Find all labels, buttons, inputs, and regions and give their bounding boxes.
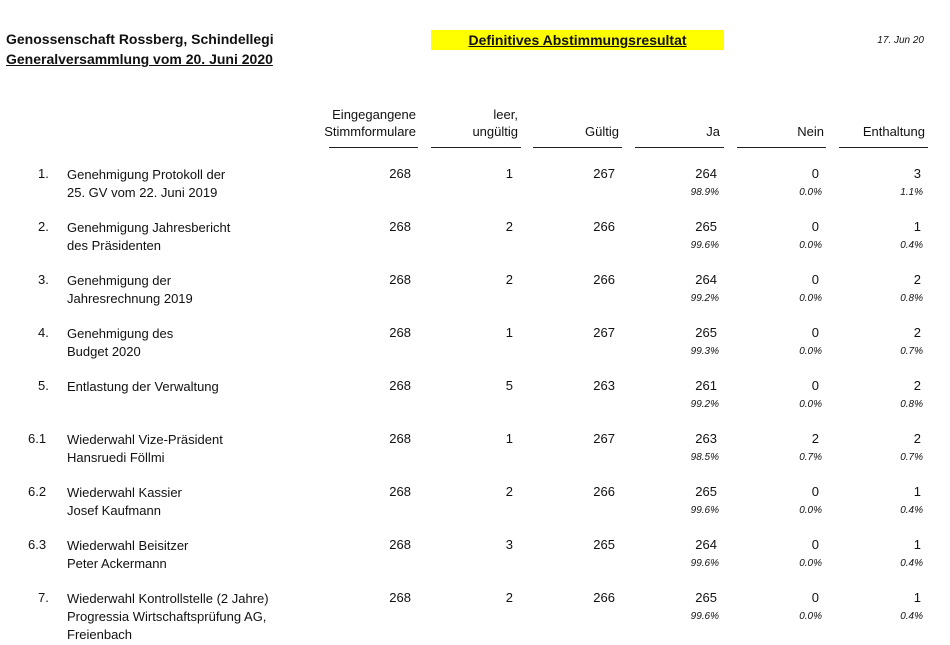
no-count: 0 <box>811 272 819 287</box>
item-number: 4. <box>38 325 49 340</box>
no-percent: 0.0% <box>799 346 822 357</box>
abstain-percent: 1.1% <box>900 187 923 198</box>
item-description-line2: Peter Ackermann <box>67 556 167 571</box>
item-description-line1: Genehmigung der <box>67 273 172 288</box>
yes-percent: 99.6% <box>690 611 719 622</box>
item-description-line3: Freienbach <box>67 627 133 642</box>
no-percent: 0.0% <box>799 240 822 251</box>
abstain-count: 1 <box>913 590 921 605</box>
item-number: 1. <box>38 166 49 181</box>
header-underline-received <box>329 147 418 148</box>
no-percent: 0.0% <box>799 611 822 622</box>
valid-count: 267 <box>593 166 615 181</box>
col-header-no: Nein <box>797 124 824 139</box>
valid-count: 267 <box>593 431 615 446</box>
abstain-count: 3 <box>913 166 921 181</box>
invalid-count: 5 <box>505 378 513 393</box>
yes-percent: 98.5% <box>690 452 719 463</box>
valid-count: 267 <box>593 325 615 340</box>
valid-count: 266 <box>593 219 615 234</box>
item-description-line2: Hansruedi Föllmi <box>67 450 165 465</box>
yes-count: 264 <box>695 272 717 287</box>
abstain-percent: 0.8% <box>900 293 923 304</box>
item-description <box>67 219 317 255</box>
no-percent: 0.0% <box>799 558 822 569</box>
item-description-line1: Wiederwahl Kontrollstelle (2 Jahre) <box>67 591 269 606</box>
no-count: 0 <box>811 378 819 393</box>
abstain-count: 1 <box>913 537 921 552</box>
abstain-count: 2 <box>913 272 921 287</box>
abstain-count: 2 <box>913 378 921 393</box>
abstain-count: 2 <box>913 431 921 446</box>
header-underline-invalid <box>431 147 521 148</box>
header-underline-no <box>737 147 826 148</box>
received-count: 268 <box>389 537 411 552</box>
organization-name: Genossenschaft Rossberg, Schindellegi <box>6 31 274 47</box>
received-count: 268 <box>389 590 411 605</box>
abstain-percent: 0.8% <box>900 399 923 410</box>
meeting-title: Generalversammlung vom 20. Juni 2020 <box>6 51 273 67</box>
yes-count: 265 <box>695 484 717 499</box>
no-percent: 0.0% <box>799 293 822 304</box>
yes-percent: 99.3% <box>690 346 719 357</box>
item-description-line2: Josef Kaufmann <box>67 503 161 518</box>
yes-count: 263 <box>695 431 717 446</box>
col-header-invalid: leer, ungültig <box>472 107 518 139</box>
abstain-percent: 0.4% <box>900 611 923 622</box>
no-count: 0 <box>811 325 819 340</box>
yes-percent: 99.2% <box>690 293 719 304</box>
no-percent: 0.7% <box>799 452 822 463</box>
yes-percent: 99.6% <box>690 505 719 516</box>
invalid-count: 2 <box>505 484 513 499</box>
valid-count: 266 <box>593 484 615 499</box>
yes-percent: 99.2% <box>690 399 719 410</box>
item-description-line1: Genehmigung des <box>67 326 174 341</box>
item-description-line1: Entlastung der Verwaltung <box>67 379 219 394</box>
no-count: 2 <box>811 431 819 446</box>
no-count: 0 <box>811 166 819 181</box>
item-description <box>67 325 317 361</box>
abstain-count: 1 <box>913 219 921 234</box>
item-number: 2. <box>38 219 49 234</box>
valid-count: 266 <box>593 272 615 287</box>
received-count: 268 <box>389 378 411 393</box>
item-number: 6.2 <box>28 484 47 499</box>
yes-count: 265 <box>695 219 717 234</box>
print-date: 17. Jun 20 <box>877 35 924 46</box>
document-title: Definitives Abstimmungsresultat <box>431 30 724 50</box>
item-description-line2: Jahresrechnung 2019 <box>67 291 193 306</box>
item-description-line2: Budget 2020 <box>67 344 141 359</box>
invalid-count: 2 <box>505 272 513 287</box>
col-header-abstain: Enthaltung <box>862 124 925 139</box>
received-count: 268 <box>389 166 411 181</box>
item-description-line1: Genehmigung Protokoll der <box>67 167 226 182</box>
item-number: 3. <box>38 272 49 287</box>
valid-count: 265 <box>593 537 615 552</box>
col-header-valid: Gültig <box>585 124 619 139</box>
item-number: 6.1 <box>28 431 47 446</box>
invalid-count: 2 <box>505 590 513 605</box>
no-percent: 0.0% <box>799 399 822 410</box>
header-underline-abstain <box>839 147 928 148</box>
col-header-received: Eingegangene Stimmformulare <box>324 107 416 139</box>
invalid-count: 1 <box>505 166 513 181</box>
abstain-percent: 0.4% <box>900 240 923 251</box>
item-description-line2: 25. GV vom 22. Juni 2019 <box>67 185 218 200</box>
yes-percent: 99.6% <box>690 240 719 251</box>
item-description-line2: Progressia Wirtschaftsprüfung AG, <box>67 609 267 624</box>
item-description-line1: Wiederwahl Kassier <box>67 485 182 500</box>
received-count: 268 <box>389 272 411 287</box>
yes-percent: 99.6% <box>690 558 719 569</box>
item-description-line1: Wiederwahl Vize-Präsident <box>67 432 223 447</box>
yes-count: 264 <box>695 166 717 181</box>
item-description <box>67 431 317 467</box>
valid-count: 266 <box>593 590 615 605</box>
item-description <box>67 590 317 644</box>
no-percent: 0.0% <box>799 187 822 198</box>
item-description <box>67 272 317 308</box>
invalid-count: 3 <box>505 537 513 552</box>
abstain-count: 2 <box>913 325 921 340</box>
yes-percent: 98.9% <box>690 187 719 198</box>
yes-count: 261 <box>695 378 717 393</box>
invalid-count: 1 <box>505 431 513 446</box>
no-count: 0 <box>811 590 819 605</box>
received-count: 268 <box>389 219 411 234</box>
abstain-count: 1 <box>913 484 921 499</box>
item-number: 5. <box>38 378 49 393</box>
abstain-percent: 0.4% <box>900 558 923 569</box>
invalid-count: 1 <box>505 325 513 340</box>
yes-count: 265 <box>695 325 717 340</box>
item-number: 6.3 <box>28 537 47 552</box>
item-description <box>67 378 317 396</box>
no-count: 0 <box>811 537 819 552</box>
header-underline-yes <box>635 147 724 148</box>
abstain-percent: 0.7% <box>900 452 923 463</box>
no-percent: 0.0% <box>799 505 822 516</box>
abstain-percent: 0.7% <box>900 346 923 357</box>
valid-count: 263 <box>593 378 615 393</box>
received-count: 268 <box>389 325 411 340</box>
item-description <box>67 166 317 202</box>
item-description <box>67 484 317 520</box>
header-underline-valid <box>533 147 622 148</box>
item-description-line2: des Präsidenten <box>67 238 161 253</box>
yes-count: 264 <box>695 537 717 552</box>
col-header-yes: Ja <box>706 124 720 139</box>
item-description-line1: Genehmigung Jahresbericht <box>67 220 231 235</box>
abstain-percent: 0.4% <box>900 505 923 516</box>
item-number: 7. <box>38 590 49 605</box>
item-description-line1: Wiederwahl Beisitzer <box>67 538 189 553</box>
yes-count: 265 <box>695 590 717 605</box>
received-count: 268 <box>389 431 411 446</box>
no-count: 0 <box>811 484 819 499</box>
invalid-count: 2 <box>505 219 513 234</box>
item-description <box>67 537 317 573</box>
no-count: 0 <box>811 219 819 234</box>
received-count: 268 <box>389 484 411 499</box>
